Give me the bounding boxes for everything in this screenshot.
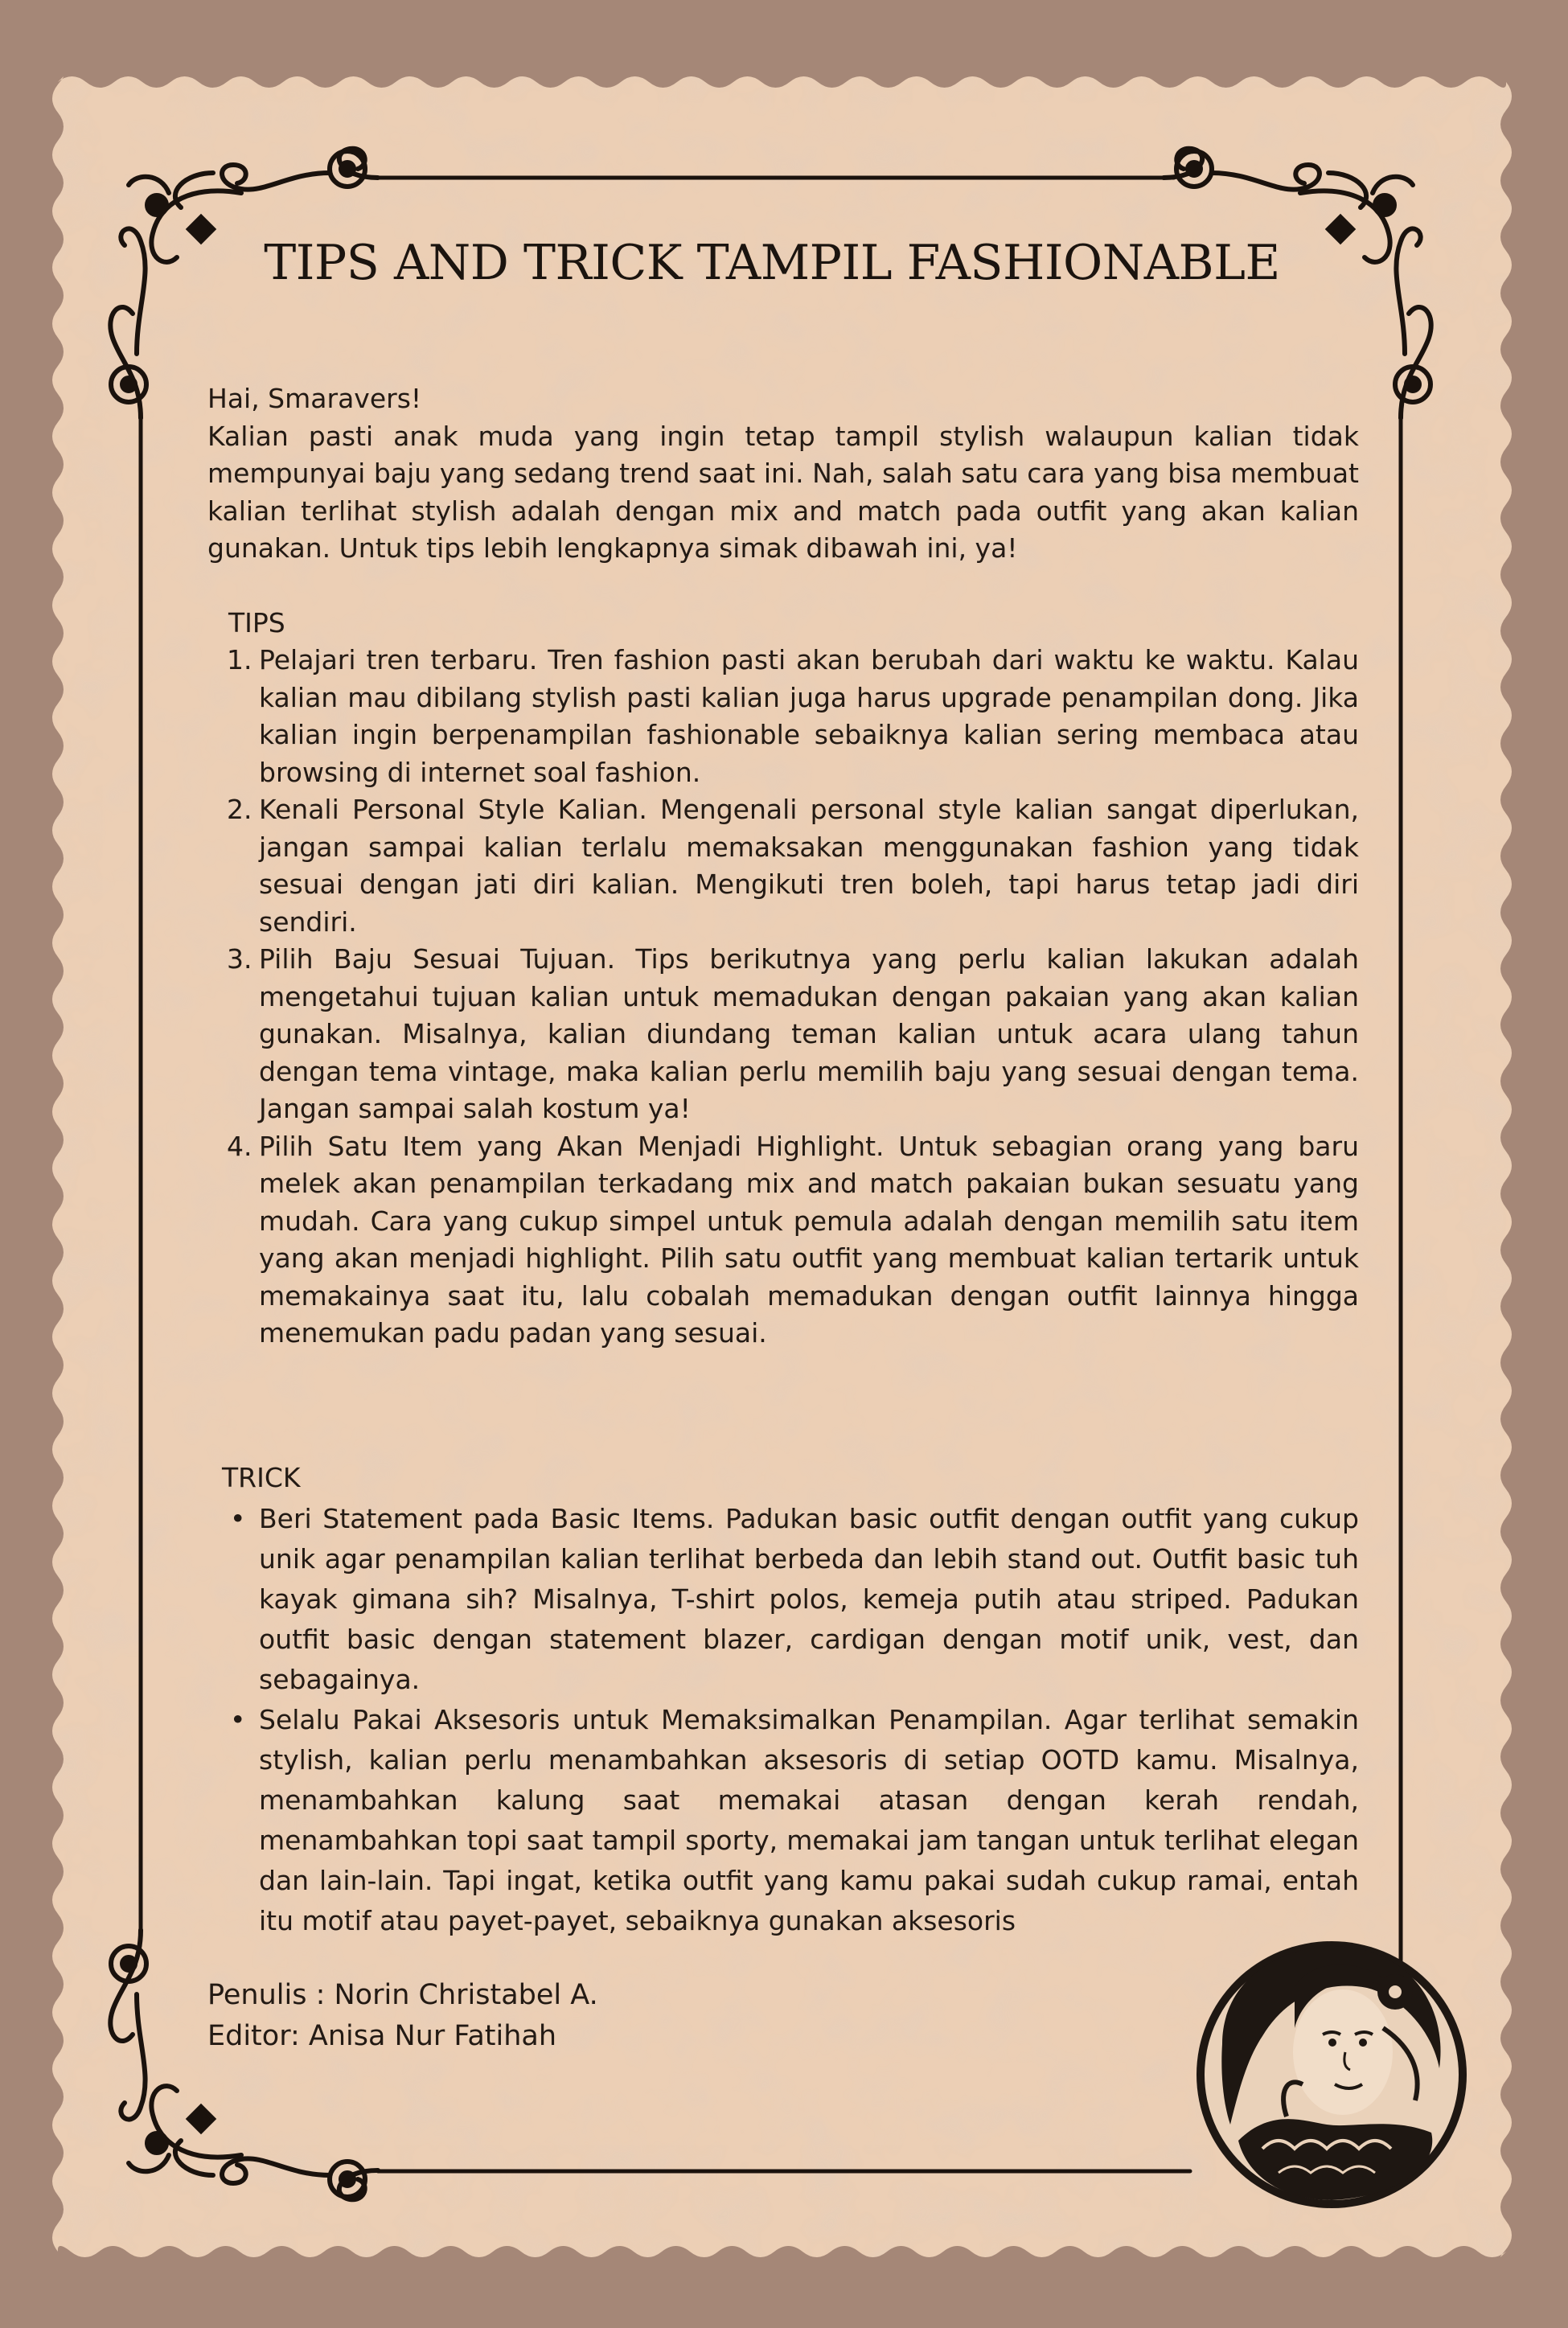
tips-list bbox=[227, 642, 1359, 1353]
item-number: 4. bbox=[227, 1130, 252, 1162]
intro-section bbox=[207, 380, 1359, 568]
list-item bbox=[230, 1499, 1359, 1700]
list-item bbox=[227, 941, 1359, 1128]
item-text: Kenali Personal Style Kalian. Mengenali personal style kalian sangat diperlukan, jangan sampai kalian terlalu memaksakan menggunakan fashion yang tidak sesuai dengan jati diri kalian. Mengikuti tren boleh, tapi harus tetap jadi diri sendiri. bbox=[259, 794, 1359, 938]
item-text: Selalu Pakai Aksesoris untuk Memaksimalkan Penampilan. Agar terlihat semakin stylish, kalian perlu menambahkan aksesoris di setiap OOTD kamu. Misalnya, menambahkan kalung saat memakai atasan dengan kerah rendah, menambahkan topi saat tampil sporty, memakai jam tangan untuk terlihat elegan dan lain-lain. Tapi ingat, ketika outfit yang kamu pakai sudah cukup ramai, entah itu motif atau payet-payet, sebaiknya gunakan aksesoris bbox=[259, 1704, 1359, 1936]
trick-list bbox=[230, 1499, 1359, 1941]
intro-paragraph: Kalian pasti anak muda yang ingin tetap tampil stylish walaupun kalian tidak mempunyai baju yang sedang trend saat ini. Nah, salah satu cara yang bisa membuat kalian terlihat stylish adalah dengan mix and match pada outfit yang akan kalian gunakan. Untuk tips lebih lengkapnya simak dibawah ini, ya! bbox=[207, 420, 1359, 564]
bullet-icon: • bbox=[230, 1704, 246, 1735]
trick-heading: TRICK bbox=[222, 1462, 301, 1493]
item-number: 3. bbox=[227, 943, 252, 975]
item-text: Pilih Satu Item yang Akan Menjadi Highlight. Untuk sebagian orang yang baru melek akan penampilan terkadang mix and match pakaian bukan sesuatu yang mudah. Cara yang cukup simpel untuk pemula adalah dengan memilih satu item yang akan menjadi highlight. Pilih satu outfit yang membuat kalian tertarik untuk memakainya saat itu, lalu cobalah memadukan dengan outfit lainnya hingga menemukan padu padan yang sesuai. bbox=[259, 1130, 1359, 1349]
vintage-woman-portrait-icon bbox=[1190, 1932, 1480, 2213]
list-item bbox=[227, 642, 1359, 791]
editor-credit: Editor: Anisa Nur Fatihah bbox=[207, 2020, 557, 2052]
list-item bbox=[227, 1128, 1359, 1353]
item-number: 2. bbox=[227, 794, 252, 825]
item-text: Pelajari tren terbaru. Tren fashion pasti akan berubah dari waktu ke waktu. Kalau kalian mau dibilang stylish pasti kalian juga harus upgrade penampilan dong. Jika kalian ingin berpenampilan fashionable sebaiknya kalian sering membaca atau browsing di internet soal fashion. bbox=[259, 644, 1359, 788]
credits bbox=[207, 1975, 598, 2057]
writer-credit: Penulis : Norin Christabel A. bbox=[207, 1979, 598, 2011]
item-text: Beri Statement pada Basic Items. Padukan basic outfit dengan outfit yang cukup unik agar penampilan kalian terlihat berbeda dan lebih stand out. Outfit basic tuh kayak gimana sih? Misalnya, T-shirt polos, kemeja putih atau striped. Padukan outfit basic dengan statement blazer, cardigan dengan motif unik, vest, dan sebagainya. bbox=[259, 1503, 1359, 1695]
tips-heading: TIPS bbox=[228, 607, 285, 638]
bullet-icon: • bbox=[230, 1503, 246, 1534]
page-title: TIPS AND TRICK TAMPIL FASHIONABLE bbox=[264, 235, 1280, 291]
list-item bbox=[230, 1700, 1359, 1941]
item-number: 1. bbox=[227, 644, 252, 675]
greeting: Hai, Smaravers! bbox=[207, 383, 422, 414]
list-item bbox=[227, 791, 1359, 941]
item-text: Pilih Baju Sesuai Tujuan. Tips berikutnya yang perlu kalian lakukan adalah mengetahui tujuan kalian untuk memadukan dengan pakaian yang akan kalian gunakan. Misalnya, kalian diundang teman kalian untuk acara ulang tahun dengan tema vintage, maka kalian perlu memilih baju yang sesuai dengan tema. Jangan sampai salah kostum ya! bbox=[259, 943, 1359, 1124]
